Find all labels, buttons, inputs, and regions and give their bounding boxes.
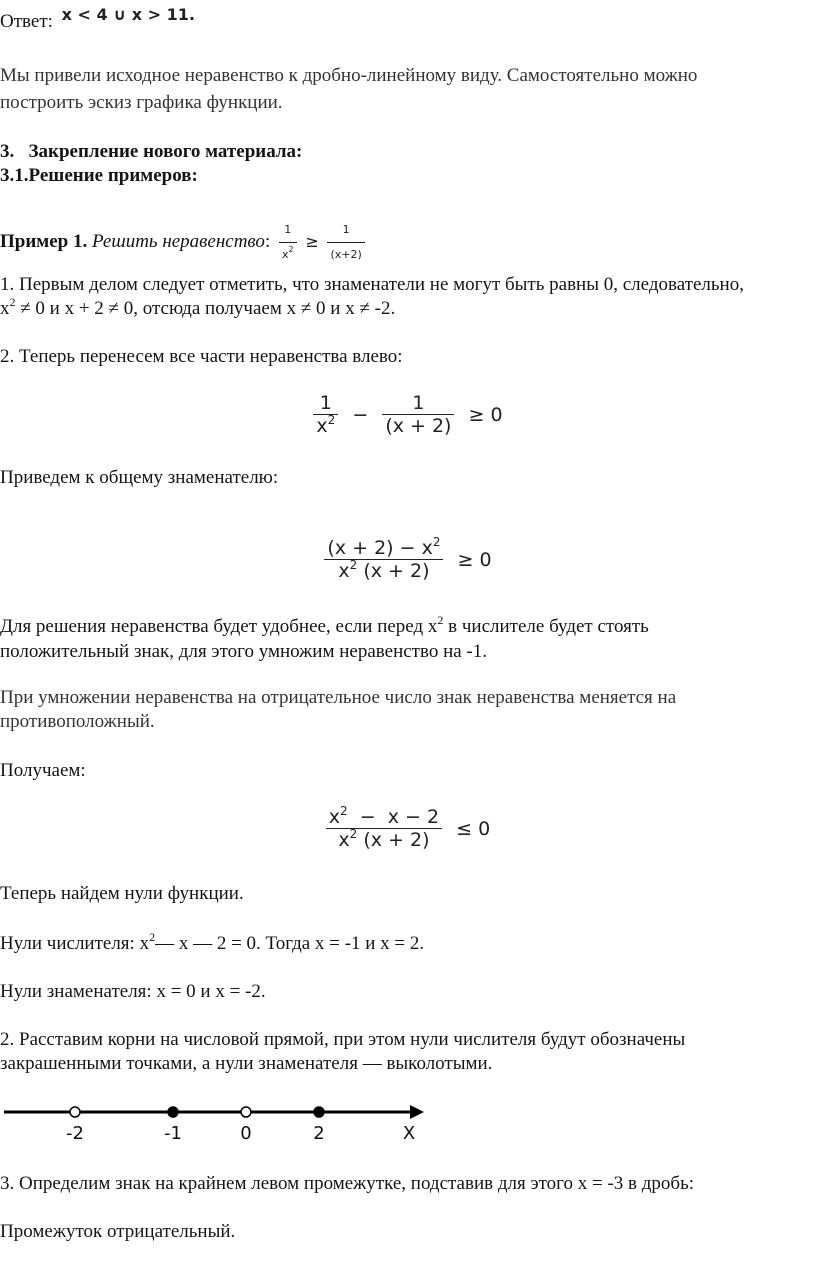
formula-3-fraction: $\frac{x^2 - x - 2}{x^2 (x + 2)}$ (326, 806, 442, 851)
axis-label-x: X (402, 1123, 416, 1144)
common-denominator-text: Приведем к общему знаменателю: (0, 467, 279, 488)
formula-1-fraction-b: $\frac{1}{(x + 2)}$ (382, 392, 454, 437)
formula-1-operator: − (352, 403, 369, 426)
intro-line-1: Мы привели исходное неравенство к дробно-линейному виду. Самостоятельно можно (0, 65, 698, 86)
example-task: Решить неравенство (92, 230, 265, 252)
step3-text: 3. Определим знак на крайнем левом промежутке, подставив для этого x = -3 в дробь: (0, 1173, 695, 1194)
para-mult-line-2: противоположный. (0, 711, 155, 732)
example-lhs-fraction (279, 218, 297, 267)
formula-1-fraction-a: $\frac{1}{x^2}$ (313, 392, 338, 437)
point-label: -1 (164, 1123, 182, 1144)
intro-line-2: построить эскиз графика функции. (0, 92, 283, 113)
example-rhs-num: 1 (342, 223, 350, 236)
filled-point (168, 1107, 178, 1117)
example-label: Пример 1. (0, 230, 88, 252)
numerator-zeros: Нули числителя: $x^2—$ x — 2 = 0. Тогда x = -1 и x = 2. (0, 929, 425, 954)
filled-point (314, 1107, 324, 1117)
place-roots-line-2: закрашенными точками, а нули знаменателя — выколотыми. (0, 1053, 493, 1074)
interval-result: Промежуток отрицательный. (0, 1221, 236, 1242)
answer-value: x < 4 ∪ x > 11. (61, 5, 195, 24)
formula-2-relation: ≥ 0 (457, 548, 492, 571)
formula-3 (0, 803, 816, 851)
point-label: 0 (240, 1123, 252, 1144)
formula-1-relation: ≥ 0 (468, 403, 503, 426)
example-lhs-den: $x^2$ (281, 245, 294, 261)
example-lhs-num: 1 (284, 223, 292, 236)
formula-2 (0, 534, 816, 582)
example-relation: ≥ (305, 231, 319, 251)
formula-3-relation: ≤ 0 (456, 817, 491, 840)
answer-label: Ответ: (0, 11, 53, 32)
subsection-heading: 3.1.Решение примеров: (0, 165, 198, 186)
zeros-intro: Теперь найдем нули функции. (0, 883, 244, 904)
open-point (70, 1107, 80, 1117)
open-point (241, 1107, 251, 1117)
point-label: 2 (313, 1123, 325, 1144)
axis-arrow (410, 1105, 424, 1119)
example-statement (0, 218, 816, 267)
step2-text: 2. Теперь перенесем все части неравенства влево: (0, 346, 403, 367)
para-sign-line-1: Для решения неравенства будет удобнее, если перед $x^2$ в числителе будет стоять (0, 612, 649, 637)
denominator-zeros: Нули знаменателя: x = 0 и x = -2. (0, 981, 266, 1002)
step1-line-1: 1. Первым делом следует отметить, что знаменатели не могут быть равны 0, следовательно, (0, 274, 744, 295)
point-label: -2 (66, 1123, 84, 1144)
example-rhs-fraction (327, 218, 364, 267)
get-text: Получаем: (0, 760, 86, 781)
place-roots-line-1: 2. Расставим корни на числовой прямой, при этом нули числителя будут обозначены (0, 1029, 686, 1050)
formula-2-fraction: $\frac{(x + 2) - x^2}{x^2 (x + 2)}$ (324, 537, 443, 582)
example-colon: : (264, 230, 271, 252)
answer-line (0, 5, 816, 34)
para-sign-line-2: положительный знак, для этого умножим неравенство на -1. (0, 641, 487, 662)
formula-1 (0, 392, 816, 437)
para-mult-line-1: При умножении неравенства на отрицательное число знак неравенства меняется на (0, 687, 677, 708)
example-rhs-den: (x+2) (330, 248, 362, 261)
step1-line-2: $x^2 \ne 0$ и x + 2 ≠ 0, отсюда получаем x ≠ 0 и x ≠ -2. (0, 294, 396, 319)
section-heading: 3. Закрепление нового материала: (0, 141, 303, 162)
number-line (0, 1090, 816, 1150)
